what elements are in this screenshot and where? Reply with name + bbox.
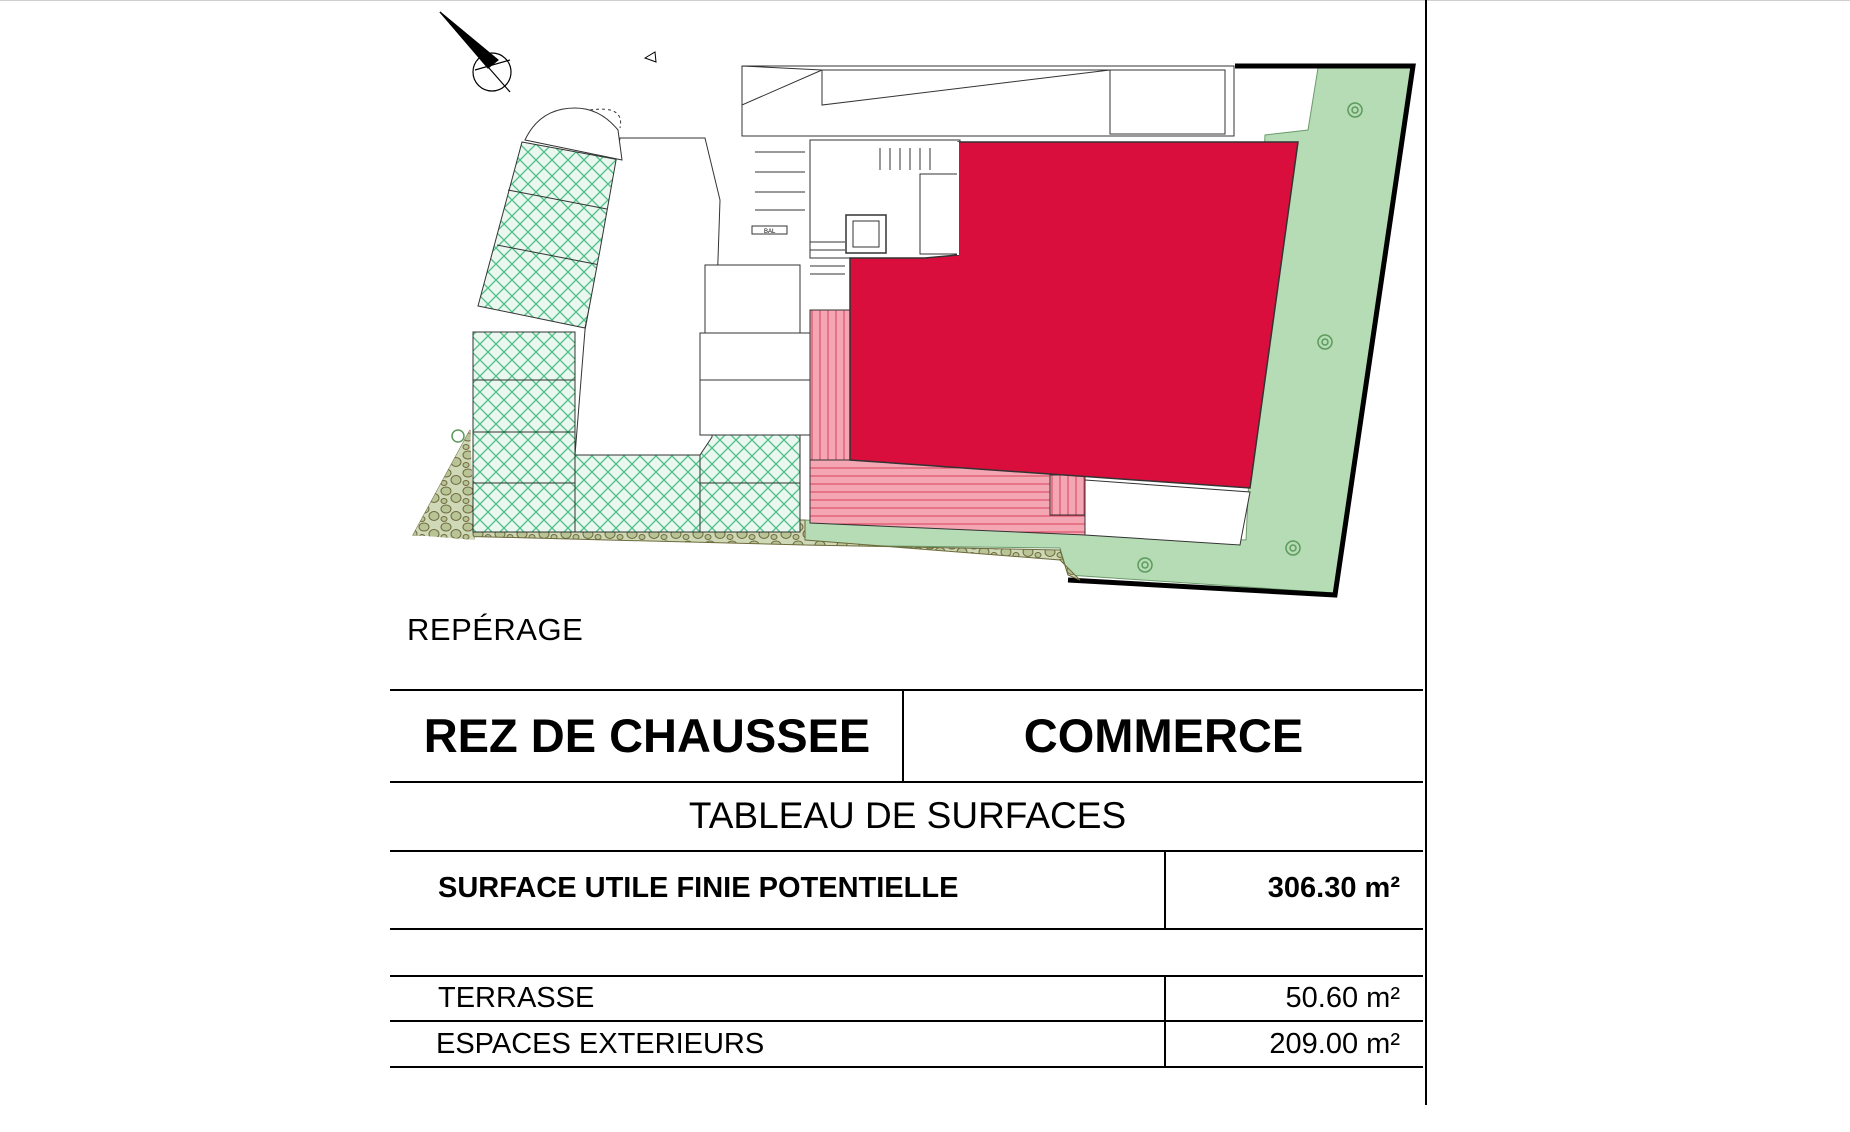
mailbox-label: BAL [764, 229, 776, 235]
table-line [390, 928, 1423, 930]
surface-row-label: TERRASSE [438, 982, 595, 1014]
parking-lower-mid [575, 455, 700, 532]
surface-row-label: ESPACES EXTERIEURS [436, 1027, 765, 1060]
main-surface-label: SURFACE UTILE FINIE POTENTIELLE [438, 871, 959, 904]
table-line [390, 1066, 1423, 1068]
locator-caption: REPÉRAGE [407, 612, 584, 647]
north-arrow-icon [440, 12, 511, 92]
use-title: COMMERCE [1023, 709, 1304, 762]
main-surface-value: 306.30 m² [1267, 871, 1400, 904]
surface-row-value: 50.60 m² [1285, 982, 1400, 1014]
sheet-border [1425, 0, 1427, 1105]
level-title: REZ DE CHAUSSEE [423, 709, 871, 762]
table-title: TABLEAU DE SURFACES [688, 795, 1127, 836]
floor-plan [0, 0, 1430, 600]
surface-row-value: 209.00 m² [1269, 1027, 1400, 1060]
